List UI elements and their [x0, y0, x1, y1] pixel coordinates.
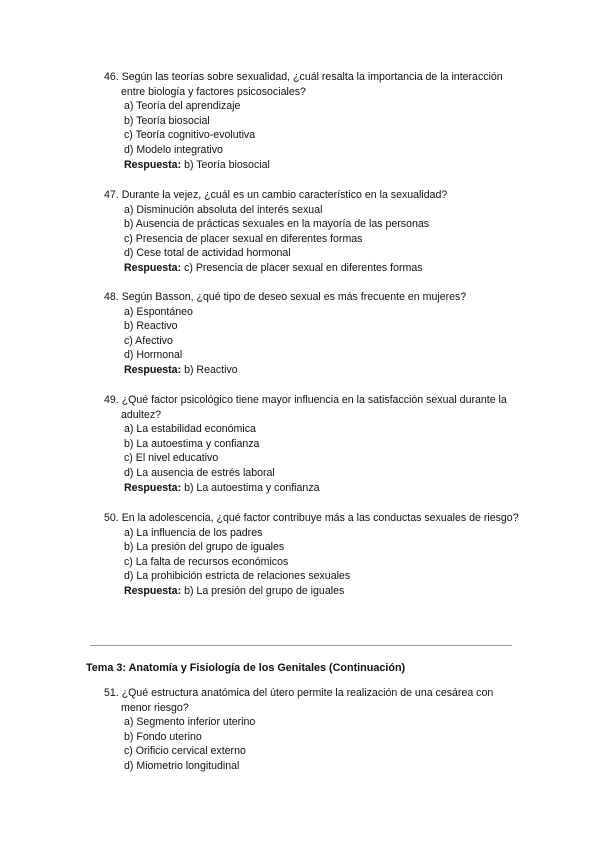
option-c: c) La falta de recursos económicos [124, 555, 289, 568]
question-50 [104, 511, 524, 599]
question-stem: ¿Qué factor psicológico tiene mayor influencia en la satisfacción sexual durante la adultez? [121, 394, 507, 421]
option-c: c) Teoría cognitivo-evolutiva [124, 129, 256, 142]
question-47 [104, 188, 524, 276]
answer-line [124, 363, 524, 378]
option-b: b) Ausencia de prácticas sexuales en la mayoría de las personas [124, 218, 430, 231]
question-number: 49. [104, 394, 119, 406]
question-number: 50. [104, 512, 119, 524]
question-number: 46. [104, 71, 119, 83]
option-d: d) La ausencia de estrés laboral [124, 466, 275, 479]
question-stem: En la adolescencia, ¿qué factor contribuye más a las conductas sexuales de riesgo? [121, 512, 519, 524]
options-list [104, 305, 524, 378]
answer-label: Respuesta: [124, 584, 182, 597]
options-list [104, 526, 524, 599]
option-d: d) Hormonal [124, 349, 183, 362]
option-d: d) Cese total de actividad hormonal [124, 247, 291, 260]
answer-line [124, 584, 524, 599]
answer-line [124, 481, 524, 496]
question-51 [104, 686, 524, 774]
answer-label: Respuesta: [124, 261, 182, 274]
question-text [104, 290, 524, 305]
section-divider [90, 645, 512, 646]
option-d: d) Miometrio longitudinal [124, 759, 240, 772]
option-c: c) Orificio cervical externo [124, 745, 246, 758]
question-text [104, 511, 524, 526]
question-text [104, 686, 524, 715]
question-number: 51. [104, 687, 119, 699]
answer-line [124, 261, 524, 276]
answer-line [124, 158, 524, 173]
option-c: c) Presencia de placer sexual en diferentes formas [124, 232, 363, 245]
option-a: a) Segmento inferior uterino [124, 716, 256, 729]
answer-value: b) La presión del grupo de iguales [184, 584, 345, 597]
options-list [104, 422, 524, 495]
options-list [104, 203, 524, 276]
question-text [104, 70, 524, 99]
option-c: c) Afectivo [124, 334, 173, 347]
section-title: Tema 3: Anatomía y Fisiología de los Genitales (Continuación) [86, 662, 406, 674]
question-48 [104, 290, 524, 378]
option-d: d) La prohibición estricta de relaciones sexuales [124, 570, 351, 583]
question-stem: Según las teorías sobre sexualidad, ¿cuál resalta la importancia de la interacción entre biología y factores psicosociales? [121, 71, 503, 98]
option-c: c) El nivel educativo [124, 452, 219, 465]
answer-value: b) La autoestima y confianza [184, 481, 320, 494]
question-stem: Durante la vejez, ¿cuál es un cambio característico en la sexualidad? [121, 189, 448, 201]
answer-label: Respuesta: [124, 158, 182, 171]
question-number: 48. [104, 291, 119, 303]
question-46 [104, 70, 524, 172]
answer-label: Respuesta: [124, 363, 182, 376]
option-b: b) Teoría biosocial [124, 114, 210, 127]
option-b: b) Reactivo [124, 320, 178, 333]
options-list [104, 715, 524, 773]
option-a: a) La influencia de los padres [124, 526, 263, 539]
option-a: a) Teoría del aprendizaje [124, 100, 241, 113]
answer-value: c) Presencia de placer sexual en diferentes formas [184, 261, 423, 274]
option-d: d) Modelo integrativo [124, 143, 223, 156]
answer-label: Respuesta: [124, 481, 182, 494]
option-a: a) Espontáneo [124, 305, 193, 318]
option-b: b) La presión del grupo de iguales [124, 541, 285, 554]
question-stem: ¿Qué estructura anatómica del útero permite la realización de una cesárea con menor riesgo? [121, 687, 494, 714]
question-49 [104, 393, 524, 495]
option-b: b) Fondo uterino [124, 730, 202, 743]
answer-value: b) Reactivo [184, 363, 238, 376]
question-number: 47. [104, 189, 119, 201]
option-a: a) La estabilidad económica [124, 423, 256, 436]
question-text [104, 393, 524, 422]
answer-value: b) Teoría biosocial [184, 158, 270, 171]
options-list [104, 99, 524, 172]
option-b: b) La autoestima y confianza [124, 437, 260, 450]
option-a: a) Disminución absoluta del interés sexual [124, 203, 323, 216]
question-text [104, 188, 524, 203]
question-stem: Según Basson, ¿qué tipo de deseo sexual es más frecuente en mujeres? [121, 291, 467, 303]
